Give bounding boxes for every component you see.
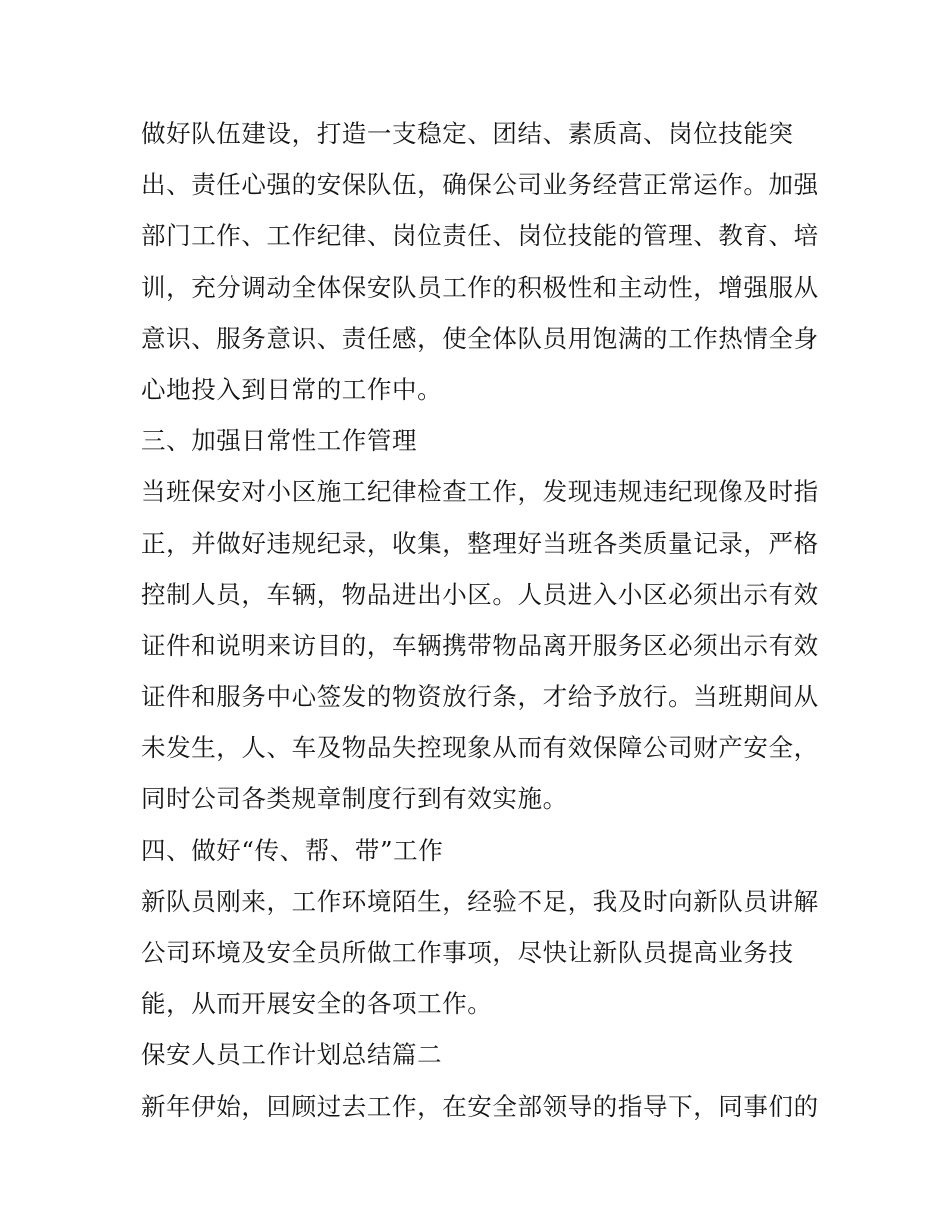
text-line: 同时公司各类规章制度行到有效实施。 [141, 784, 568, 814]
text-line: 出、责任心强的安保队伍，确保公司业务经营正常运作。加强 [141, 170, 819, 200]
text-line: 心地投入到日常的工作中。 [141, 374, 443, 404]
text-line: 做好队伍建设，打造一支稳定、团结、素质高、岗位技能突 [141, 119, 794, 148]
text-line: 控制人员，车辆，物品进出小区。人员进入小区必须出示有效 [141, 579, 819, 609]
text-line: 未发生，人、车及物品失控现象从而有效保障公司财产安全， [141, 733, 819, 763]
text-line: 训，充分调动全体保安队员工作的积极性和主动性，增强服从 [141, 272, 819, 302]
text-line: 部门工作、工作纪律、岗位责任、岗位技能的管理、教育、培 [141, 221, 819, 251]
text-line: 正，并做好违规纪录，收集，整理好当班各类质量记录，严格 [141, 528, 819, 558]
text-line: 公司环境及安全员所做工作事项，尽快让新队员提高业务技 [141, 938, 794, 967]
text-line: 证件和说明来访目的，车辆携带物品离开服务区必须出示有效 [141, 630, 819, 660]
text-line: 当班保安对小区施工纪律检查工作，发现违规违纪现像及时指 [141, 477, 819, 507]
document-body [141, 108, 821, 1132]
section-heading: 四、做好“传、帮、带”工作 [141, 835, 444, 865]
article-title: 保安人员工作计划总结篇二 [141, 1040, 443, 1070]
section-heading: 三、加强日常性工作管理 [141, 426, 418, 456]
text-line: 新队员刚来，工作环境陌生，经验不足，我及时向新队员讲解 [141, 886, 819, 916]
text-line: 意识、服务意识、责任感，使全体队员用饱满的工作热情全身 [141, 323, 819, 353]
text-line: 证件和服务中心签发的物资放行条，才给予放行。当班期间从 [141, 682, 819, 712]
text-line: 能，从而开展安全的各项工作。 [141, 989, 493, 1019]
text-line: 新年伊始，回顾过去工作，在安全部领导的指导下，同事们的 [141, 1091, 819, 1121]
